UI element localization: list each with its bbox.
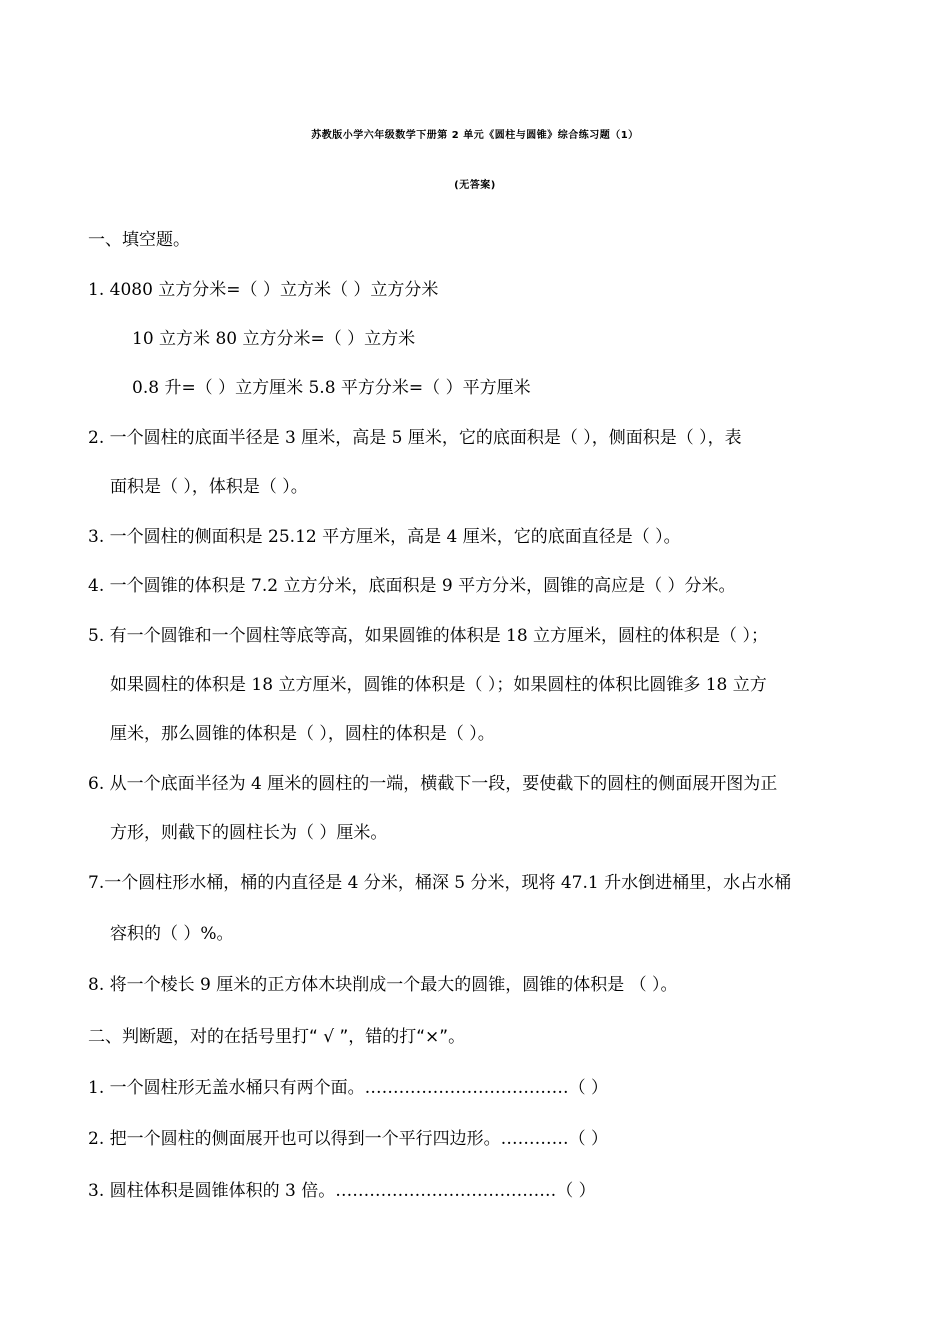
question-6-line-2: 方形，则截下的圆柱长为（ ）厘米。 (110, 823, 388, 843)
question-6-line-1: 6. 从一个底面半径为 4 厘米的圆柱的一端，横截下一段，要使截下的圆柱的侧面展开图为正 (88, 774, 778, 794)
question-5-line-2: 如果圆柱的体积是 18 立方厘米，圆锥的体积是（ ）；如果圆柱的体积比圆锥多 18 立方 (110, 675, 767, 695)
question-4: 4. 一个圆锥的体积是 7.2 立方分米，底面积是 9 平方分米，圆锥的高应是（ ）分米。 (88, 576, 736, 596)
question-3: 3. 一个圆柱的侧面积是 25.12 平方厘米，高是 4 厘米，它的底面直径是（ ）。 (88, 527, 681, 547)
section-heading-true-false: 二、判断题，对的在括号里打“ √ ”，错的打“×”。 (88, 1027, 466, 1047)
question-2-line-1: 2. 一个圆柱的底面半径是 3 厘米，高是 5 厘米，它的底面积是（ ），侧面积是（ ），表 (88, 428, 742, 448)
page-subtitle: (无答案) (454, 180, 496, 191)
question-2-line-2: 面积是（ ），体积是（ ）。 (110, 477, 308, 497)
question-1-line-3: 0.8 升=（ ）立方厘米 5.8 平方分米=（ ）平方厘米 (132, 378, 531, 398)
judge-question-2: 2. 把一个圆柱的侧面展开也可以得到一个平行四边形。…………（ ） (88, 1129, 609, 1149)
judge-question-3: 3. 圆柱体积是圆锥体积的 3 倍。…………………………………（ ） (88, 1181, 596, 1201)
question-7-line-1: 7.一个圆柱形水桶，桶的内直径是 4 分米，桶深 5 分米，现将 47.1 升水倒进桶里，水占水桶 (88, 873, 792, 893)
question-8: 8. 将一个棱长 9 厘米的正方体木块削成一个最大的圆锥，圆锥的体积是 （ ）。 (88, 975, 678, 995)
question-5-line-3: 厘米，那么圆锥的体积是（ ），圆柱的体积是（ ）。 (110, 724, 495, 744)
question-1-line-1: 1. 4080 立方分米=（ ）立方米（ ）立方分米 (88, 280, 439, 300)
section-heading-fill-blank: 一、填空题。 (88, 230, 190, 250)
question-1-line-2: 10 立方米 80 立方分米=（ ）立方米 (132, 329, 416, 349)
page-title: 苏教版小学六年级数学下册第 2 单元《圆柱与圆锥》综合练习题（1） (311, 130, 639, 141)
question-5-line-1: 5. 有一个圆锥和一个圆柱等底等高，如果圆锥的体积是 18 立方厘米，圆柱的体积是（ ）； (88, 626, 768, 646)
question-7-line-2: 容积的（ ）%。 (110, 924, 234, 944)
judge-question-1: 1. 一个圆柱形无盖水桶只有两个面。………………………………（ ） (88, 1078, 609, 1098)
